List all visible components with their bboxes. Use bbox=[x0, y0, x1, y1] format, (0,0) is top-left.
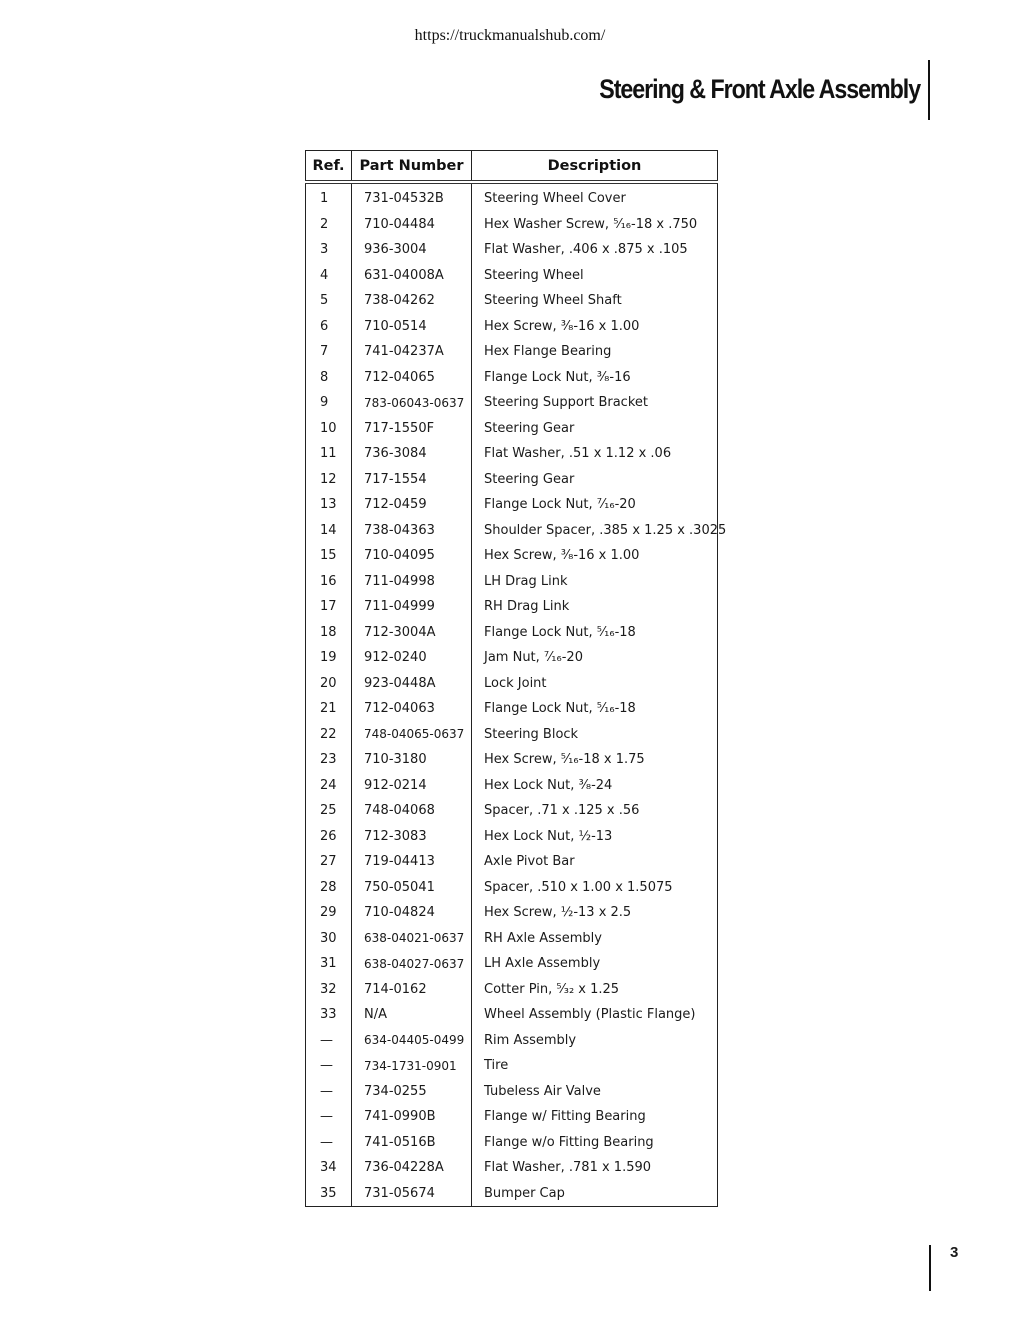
title-divider bbox=[928, 60, 930, 120]
table-row bbox=[306, 182, 718, 212]
ref-cell: 22 bbox=[306, 722, 352, 748]
description-cell: Steering Gear bbox=[484, 471, 575, 487]
description-cell: Axle Pivot Bar bbox=[484, 854, 575, 870]
ref-cell: 23 bbox=[306, 747, 352, 773]
ref-cell: 7 bbox=[306, 339, 352, 365]
part-number-cell: 711-04999 bbox=[352, 594, 472, 620]
ref-cell: 9 bbox=[306, 390, 352, 416]
description-cell: Steering Wheel Cover bbox=[484, 191, 626, 207]
table-row bbox=[306, 1155, 718, 1181]
column-header-part-number: Part Number bbox=[352, 151, 472, 183]
description-cell: Hex Washer Screw, ⁵⁄₁₆-18 x .750 bbox=[484, 216, 698, 232]
part-number-cell: 631-04008A bbox=[352, 263, 472, 289]
ref-cell: 26 bbox=[306, 824, 352, 850]
description-cell: Spacer, .510 x 1.00 x 1.5075 bbox=[484, 879, 673, 895]
description-cell: Flat Washer, .781 x 1.590 bbox=[484, 1160, 652, 1176]
page-number-divider bbox=[929, 1245, 931, 1291]
table-row bbox=[306, 594, 718, 620]
part-number-cell: 638-04021-0637 bbox=[352, 926, 472, 952]
part-number-cell: 634-04405-0499 bbox=[352, 1028, 472, 1054]
ref-cell: 32 bbox=[306, 977, 352, 1003]
description-cell: Flange w/ Fitting Bearing bbox=[484, 1109, 646, 1125]
table-row bbox=[306, 441, 718, 467]
table-row bbox=[306, 390, 718, 416]
part-number-cell: 731-04532B bbox=[352, 182, 472, 212]
description-cell: Tire bbox=[484, 1058, 509, 1074]
part-number-cell: 783-06043-0637 bbox=[352, 390, 472, 416]
table-row bbox=[306, 1130, 718, 1156]
part-number-cell: 741-04237A bbox=[352, 339, 472, 365]
column-header-ref: Ref. bbox=[306, 151, 352, 183]
ref-cell: 24 bbox=[306, 773, 352, 799]
page-title: Steering & Front Axle Assembly bbox=[599, 74, 920, 104]
table-row bbox=[306, 518, 718, 544]
table-row bbox=[306, 237, 718, 263]
part-number-cell: 719-04413 bbox=[352, 849, 472, 875]
table-row bbox=[306, 543, 718, 569]
ref-cell: 12 bbox=[306, 467, 352, 493]
description-cell: RH Axle Assembly bbox=[484, 930, 602, 946]
description-cell: Hex Lock Nut, ½-13 bbox=[484, 828, 613, 844]
ref-cell: 34 bbox=[306, 1155, 352, 1181]
ref-cell: 8 bbox=[306, 365, 352, 391]
table-row bbox=[306, 416, 718, 442]
ref-cell: 13 bbox=[306, 492, 352, 518]
table-row bbox=[306, 212, 718, 238]
table-row bbox=[306, 722, 718, 748]
ref-cell: 31 bbox=[306, 951, 352, 977]
part-number-cell: 717-1554 bbox=[352, 467, 472, 493]
ref-cell: 17 bbox=[306, 594, 352, 620]
part-number-cell: 712-3004A bbox=[352, 620, 472, 646]
description-cell: Steering Gear bbox=[484, 420, 575, 436]
table-row bbox=[306, 263, 718, 289]
description-cell: Spacer, .71 x .125 x .56 bbox=[484, 803, 640, 819]
table-row bbox=[306, 696, 718, 722]
table-row bbox=[306, 365, 718, 391]
description-cell: Flange w/o Fitting Bearing bbox=[484, 1134, 654, 1150]
part-number-cell: 714-0162 bbox=[352, 977, 472, 1003]
description-cell: Cotter Pin, ⁵⁄₃₂ x 1.25 bbox=[484, 981, 620, 997]
part-number-cell: 736-3084 bbox=[352, 441, 472, 467]
description-cell: RH Drag Link bbox=[484, 599, 570, 615]
ref-cell: 5 bbox=[306, 288, 352, 314]
ref-cell: 18 bbox=[306, 620, 352, 646]
part-number-cell: 717-1550F bbox=[352, 416, 472, 442]
part-number-cell: 638-04027-0637 bbox=[352, 951, 472, 977]
ref-cell: 14 bbox=[306, 518, 352, 544]
table-row bbox=[306, 977, 718, 1003]
description-cell: Hex Lock Nut, ³⁄₈-24 bbox=[484, 777, 613, 793]
part-number-cell: 734-1731-0901 bbox=[352, 1053, 472, 1079]
ref-cell: 25 bbox=[306, 798, 352, 824]
ref-cell: 21 bbox=[306, 696, 352, 722]
table-row bbox=[306, 620, 718, 646]
table-row bbox=[306, 773, 718, 799]
ref-cell: 2 bbox=[306, 212, 352, 238]
part-number-cell: 734-0255 bbox=[352, 1079, 472, 1105]
ref-cell: 27 bbox=[306, 849, 352, 875]
site-url: https://truckmanualshub.com/ bbox=[414, 27, 606, 44]
table-row bbox=[306, 1181, 718, 1207]
part-number-cell: 738-04363 bbox=[352, 518, 472, 544]
description-cell: Hex Screw, ³⁄₈-16 x 1.00 bbox=[484, 548, 640, 564]
part-number-cell: 741-0990B bbox=[352, 1104, 472, 1130]
description-cell: Flat Washer, .406 x .875 x .105 bbox=[484, 242, 688, 258]
description-cell: Flat Washer, .51 x 1.12 x .06 bbox=[484, 446, 672, 462]
table-row bbox=[306, 569, 718, 595]
table-row bbox=[306, 747, 718, 773]
table-row bbox=[306, 875, 718, 901]
description-cell: Hex Screw, ½-13 x 2.5 bbox=[484, 905, 632, 921]
description-cell: Steering Block bbox=[484, 726, 579, 742]
ref-cell: 1 bbox=[306, 182, 352, 212]
ref-cell: — bbox=[306, 1028, 352, 1054]
description-cell: Steering Wheel bbox=[484, 267, 584, 283]
description-cell: Shoulder Spacer, .385 x 1.25 x .3025 bbox=[484, 522, 727, 538]
ref-cell: 35 bbox=[306, 1181, 352, 1207]
part-number-cell: 731-05674 bbox=[352, 1181, 472, 1207]
part-number-cell: 710-04484 bbox=[352, 212, 472, 238]
table-row bbox=[306, 951, 718, 977]
ref-cell: 4 bbox=[306, 263, 352, 289]
table-row bbox=[306, 645, 718, 671]
part-number-cell: 710-04095 bbox=[352, 543, 472, 569]
column-header-description: Description bbox=[472, 151, 718, 183]
part-number-cell: 912-0214 bbox=[352, 773, 472, 799]
ref-cell: 11 bbox=[306, 441, 352, 467]
part-number-cell: 711-04998 bbox=[352, 569, 472, 595]
part-number-cell: 710-04824 bbox=[352, 900, 472, 926]
table-row bbox=[306, 492, 718, 518]
ref-cell: 3 bbox=[306, 237, 352, 263]
ref-cell: 16 bbox=[306, 569, 352, 595]
ref-cell: 15 bbox=[306, 543, 352, 569]
ref-cell: 20 bbox=[306, 671, 352, 697]
ref-cell: 30 bbox=[306, 926, 352, 952]
table-row bbox=[306, 1028, 718, 1054]
part-number-cell: 712-04065 bbox=[352, 365, 472, 391]
ref-cell: — bbox=[306, 1079, 352, 1105]
part-number-cell: 736-04228A bbox=[352, 1155, 472, 1181]
description-cell: Jam Nut, ⁷⁄₁₆-20 bbox=[484, 650, 583, 666]
part-number-cell: N/A bbox=[352, 1002, 472, 1028]
ref-cell: 33 bbox=[306, 1002, 352, 1028]
description-cell: LH Axle Assembly bbox=[484, 956, 601, 972]
part-number-cell: 748-04065-0637 bbox=[352, 722, 472, 748]
part-number-cell: 741-0516B bbox=[352, 1130, 472, 1156]
table-row bbox=[306, 926, 718, 952]
description-cell: Hex Flange Bearing bbox=[484, 344, 612, 360]
table-row bbox=[306, 849, 718, 875]
ref-cell: — bbox=[306, 1104, 352, 1130]
part-number-cell: 710-0514 bbox=[352, 314, 472, 340]
table-row bbox=[306, 314, 718, 340]
part-number-cell: 712-3083 bbox=[352, 824, 472, 850]
description-cell: Tubeless Air Valve bbox=[484, 1083, 601, 1099]
description-cell: Flange Lock Nut, ³⁄₈-16 bbox=[484, 369, 631, 385]
ref-cell: — bbox=[306, 1130, 352, 1156]
ref-cell: 29 bbox=[306, 900, 352, 926]
part-number-cell: 748-04068 bbox=[352, 798, 472, 824]
ref-cell: 10 bbox=[306, 416, 352, 442]
part-number-cell: 936-3004 bbox=[352, 237, 472, 263]
table-row bbox=[306, 467, 718, 493]
table-row bbox=[306, 824, 718, 850]
table-row bbox=[306, 671, 718, 697]
table-row bbox=[306, 339, 718, 365]
part-number-cell: 712-04063 bbox=[352, 696, 472, 722]
table-header-row bbox=[306, 151, 718, 183]
description-cell: Rim Assembly bbox=[484, 1032, 577, 1048]
table-row bbox=[306, 1079, 718, 1105]
table-row bbox=[306, 900, 718, 926]
table-row bbox=[306, 1002, 718, 1028]
table-row bbox=[306, 288, 718, 314]
description-cell: Wheel Assembly (Plastic Flange) bbox=[484, 1007, 696, 1023]
ref-cell: 28 bbox=[306, 875, 352, 901]
description-cell: Hex Screw, ⁵⁄₁₆-18 x 1.75 bbox=[484, 752, 645, 768]
description-cell: Hex Screw, ³⁄₈-16 x 1.00 bbox=[484, 318, 640, 334]
description-cell: LH Drag Link bbox=[484, 573, 568, 589]
table-row bbox=[306, 798, 718, 824]
part-number-cell: 750-05041 bbox=[352, 875, 472, 901]
part-number-cell: 923-0448A bbox=[352, 671, 472, 697]
description-cell: Bumper Cap bbox=[484, 1185, 565, 1201]
ref-cell: 19 bbox=[306, 645, 352, 671]
table-row bbox=[306, 1053, 718, 1079]
part-number-cell: 738-04262 bbox=[352, 288, 472, 314]
ref-cell: 6 bbox=[306, 314, 352, 340]
part-number-cell: 912-0240 bbox=[352, 645, 472, 671]
part-number-cell: 712-0459 bbox=[352, 492, 472, 518]
parts-table bbox=[305, 150, 727, 1207]
page-number: 3 bbox=[950, 1244, 959, 1261]
part-number-cell: 710-3180 bbox=[352, 747, 472, 773]
description-cell: Flange Lock Nut, ⁷⁄₁₆-20 bbox=[484, 497, 636, 513]
description-cell: Lock Joint bbox=[484, 675, 547, 691]
description-cell: Flange Lock Nut, ⁵⁄₁₆-18 bbox=[484, 624, 636, 640]
description-cell: Steering Wheel Shaft bbox=[484, 293, 622, 309]
description-cell: Flange Lock Nut, ⁵⁄₁₆-18 bbox=[484, 701, 636, 717]
ref-cell: — bbox=[306, 1053, 352, 1079]
parts-table-body bbox=[306, 182, 727, 1207]
description-cell: Steering Support Bracket bbox=[484, 395, 648, 411]
table-row bbox=[306, 1104, 718, 1130]
